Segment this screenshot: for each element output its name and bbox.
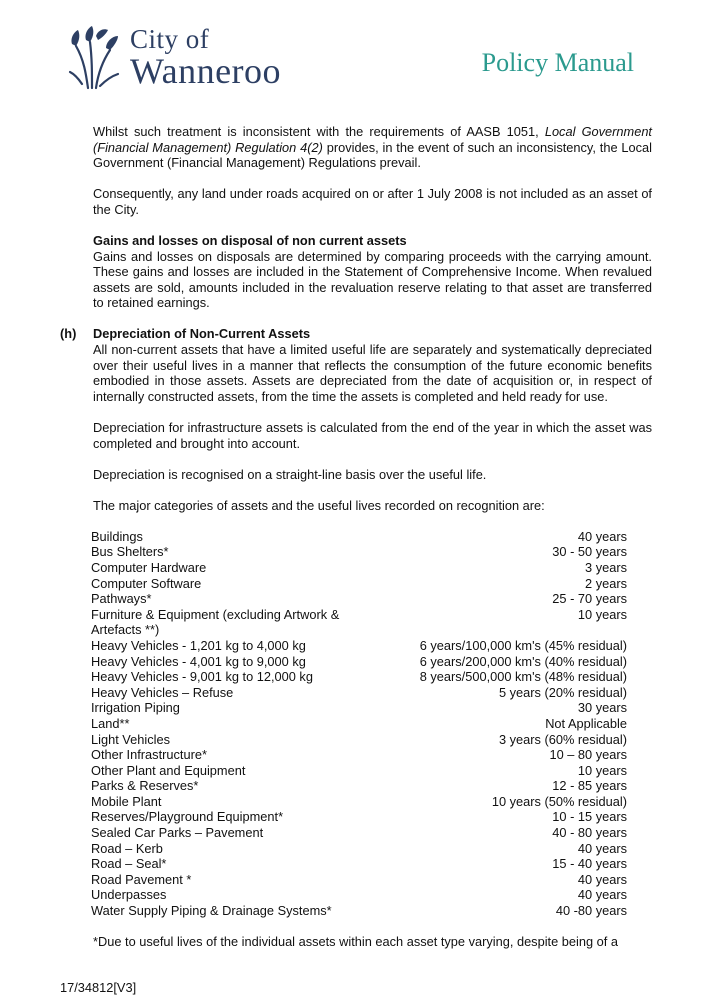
depreciation-paragraph-2: Depreciation for infrastructure assets is calculated from the end of the year in which the asset was completed and brought into account. xyxy=(93,419,652,451)
logo-wanneroo-text: Wanneroo xyxy=(130,51,282,91)
asset-category: Heavy Vehicles - 9,001 kg to 12,000 kg xyxy=(91,669,313,685)
document-reference: 17/34812[V3] xyxy=(60,980,137,995)
logo-city-of-text: City of xyxy=(130,24,210,54)
asset-useful-life: 40 -80 years xyxy=(555,903,627,919)
asset-row xyxy=(91,778,627,794)
city-of-wanneroo-logo xyxy=(68,24,298,90)
asset-useful-life: 10 - 15 years xyxy=(552,809,627,825)
asset-category: Other Plant and Equipment xyxy=(91,762,246,778)
asset-useful-life: 2 years xyxy=(585,575,627,591)
asset-category: Bus Shelters* xyxy=(91,544,169,560)
asset-useful-life: 5 years (20% residual) xyxy=(498,684,627,700)
asset-row xyxy=(91,669,627,685)
asset-category: Water Supply Piping & Drainage Systems* xyxy=(91,903,332,919)
policy-manual-title: Policy Manual xyxy=(481,48,634,77)
depreciation-section-header xyxy=(60,326,652,342)
asset-useful-life: 6 years/100,000 km's (45% residual) xyxy=(419,637,627,653)
asset-useful-life: 15 - 40 years xyxy=(552,856,627,872)
asset-row xyxy=(91,607,627,638)
asset-row xyxy=(91,841,627,857)
asset-category: Computer Software xyxy=(91,575,202,591)
asset-useful-life: 3 years xyxy=(585,559,627,575)
depreciation-paragraph-4: The major categories of assets and the useful lives recorded on recognition are: xyxy=(93,497,545,513)
gains-paragraph: Gains and losses on disposals are determined by comparing proceeds with the carrying amount. These gains and losses are included in the Statement of Comprehensive Income. When revalued assets are sold, amounts included in the revaluation reserve relating to that asset are transferred to retained earnings. xyxy=(93,248,652,311)
depreciation-heading: Depreciation of Non-Current Assets xyxy=(93,326,311,342)
asset-category: Heavy Vehicles - 4,001 kg to 9,000 kg xyxy=(91,653,306,669)
asset-useful-life: 40 years xyxy=(577,528,627,544)
depreciation-paragraph-1: All non-current assets that have a limited useful life are separately and systematically depreciated over their useful lives in a manner that reflects the consumption of the future economic benefits embodied in those assets. Assets are depreciated from the date of acquisition or, in respect of internally constructed assets, from the time the assets is completed and held ready for use. xyxy=(93,342,652,404)
asset-category: Other Infrastructure* xyxy=(91,747,207,763)
asset-useful-life: Not Applicable xyxy=(545,715,627,731)
asset-row xyxy=(91,856,627,872)
asset-category: Heavy Vehicles – Refuse xyxy=(91,684,234,700)
asset-row xyxy=(91,872,627,888)
asset-row xyxy=(91,794,627,810)
asset-useful-life: 40 years xyxy=(577,840,627,856)
asset-useful-life: 10 years xyxy=(577,762,627,778)
asset-useful-life: 40 years xyxy=(577,887,627,903)
asset-category: Parks & Reserves* xyxy=(91,778,199,794)
asset-useful-lives-table xyxy=(91,529,627,919)
section-label: (h) xyxy=(60,326,77,342)
asset-row xyxy=(91,544,627,560)
asset-row xyxy=(91,903,627,919)
asset-row xyxy=(91,825,627,841)
asset-row xyxy=(91,700,627,716)
asset-row xyxy=(91,887,627,903)
asset-useful-life: 10 – 80 years xyxy=(549,747,627,763)
regulation-citation: Local Government (Financial Management) Regulation 4(2) xyxy=(93,124,652,155)
asset-useful-life: 30 - 50 years xyxy=(552,544,627,560)
asset-useful-life: 3 years (60% residual) xyxy=(498,731,627,747)
asset-row xyxy=(91,576,627,592)
depreciation-paragraph-3: Depreciation is recognised on a straight-line basis over the useful life. xyxy=(93,466,487,482)
asset-useful-life: 12 - 85 years xyxy=(552,778,627,794)
gains-heading: Gains and losses on disposal of non current assets xyxy=(93,232,407,248)
asset-category: Pathways* xyxy=(91,591,152,607)
footnote-text: *Due to useful lives of the individual assets within each asset type varying, despite being of a xyxy=(93,934,618,950)
asset-category: Irrigation Piping xyxy=(91,700,180,716)
asset-category: Computer Hardware xyxy=(91,559,207,575)
asset-category: Heavy Vehicles - 1,201 kg to 4,000 kg xyxy=(91,637,306,653)
intro-text-continued: provides, in the event of such an inconsistency, the Local Government (Financial Management) Regulations prevail. xyxy=(93,139,652,171)
asset-row xyxy=(91,732,627,748)
asset-useful-life: 25 - 70 years xyxy=(552,591,627,607)
asset-row xyxy=(91,529,627,545)
asset-category: Light Vehicles xyxy=(91,731,170,747)
asset-row xyxy=(91,654,627,670)
intro-text: Whilst such treatment is inconsistent with the requirements of AASB 1051, xyxy=(93,124,545,139)
asset-category: Road – Kerb xyxy=(91,840,163,856)
asset-row xyxy=(91,747,627,763)
asset-useful-life: 10 years xyxy=(577,606,627,622)
asset-row xyxy=(91,763,627,779)
document-body xyxy=(60,124,652,950)
asset-useful-life: 40 - 80 years xyxy=(552,825,627,841)
asset-useful-life: 8 years/500,000 km's (48% residual) xyxy=(419,669,627,685)
asset-row xyxy=(91,685,627,701)
asset-row xyxy=(91,638,627,654)
asset-category: Road – Seal* xyxy=(91,856,167,872)
asset-useful-life: 10 years (50% residual) xyxy=(491,793,627,809)
intro-paragraph-2: Consequently, any land under roads acquired on or after 1 July 2008 is not included as an asset of the City. xyxy=(93,186,652,217)
asset-category: Furniture & Equipment (excluding Artwork & Artefacts **) xyxy=(91,606,340,638)
asset-category: Buildings xyxy=(91,528,143,544)
asset-category: Mobile Plant xyxy=(91,793,162,809)
asset-category: Sealed Car Parks – Pavement xyxy=(91,825,264,841)
asset-category: Reserves/Playground Equipment* xyxy=(91,809,284,825)
asset-row xyxy=(91,809,627,825)
intro-paragraph-1 xyxy=(93,124,652,171)
asset-category: Road Pavement * xyxy=(91,871,192,887)
asset-category: Land** xyxy=(91,715,130,731)
asset-row xyxy=(91,716,627,732)
asset-row xyxy=(91,560,627,576)
kangaroo-paw-logo-icon xyxy=(68,24,128,90)
asset-useful-life: 6 years/200,000 km's (40% residual) xyxy=(419,653,627,669)
asset-category: Underpasses xyxy=(91,887,167,903)
asset-row xyxy=(91,591,627,607)
asset-useful-life: 40 years xyxy=(577,871,627,887)
asset-useful-life: 30 years xyxy=(577,700,627,716)
